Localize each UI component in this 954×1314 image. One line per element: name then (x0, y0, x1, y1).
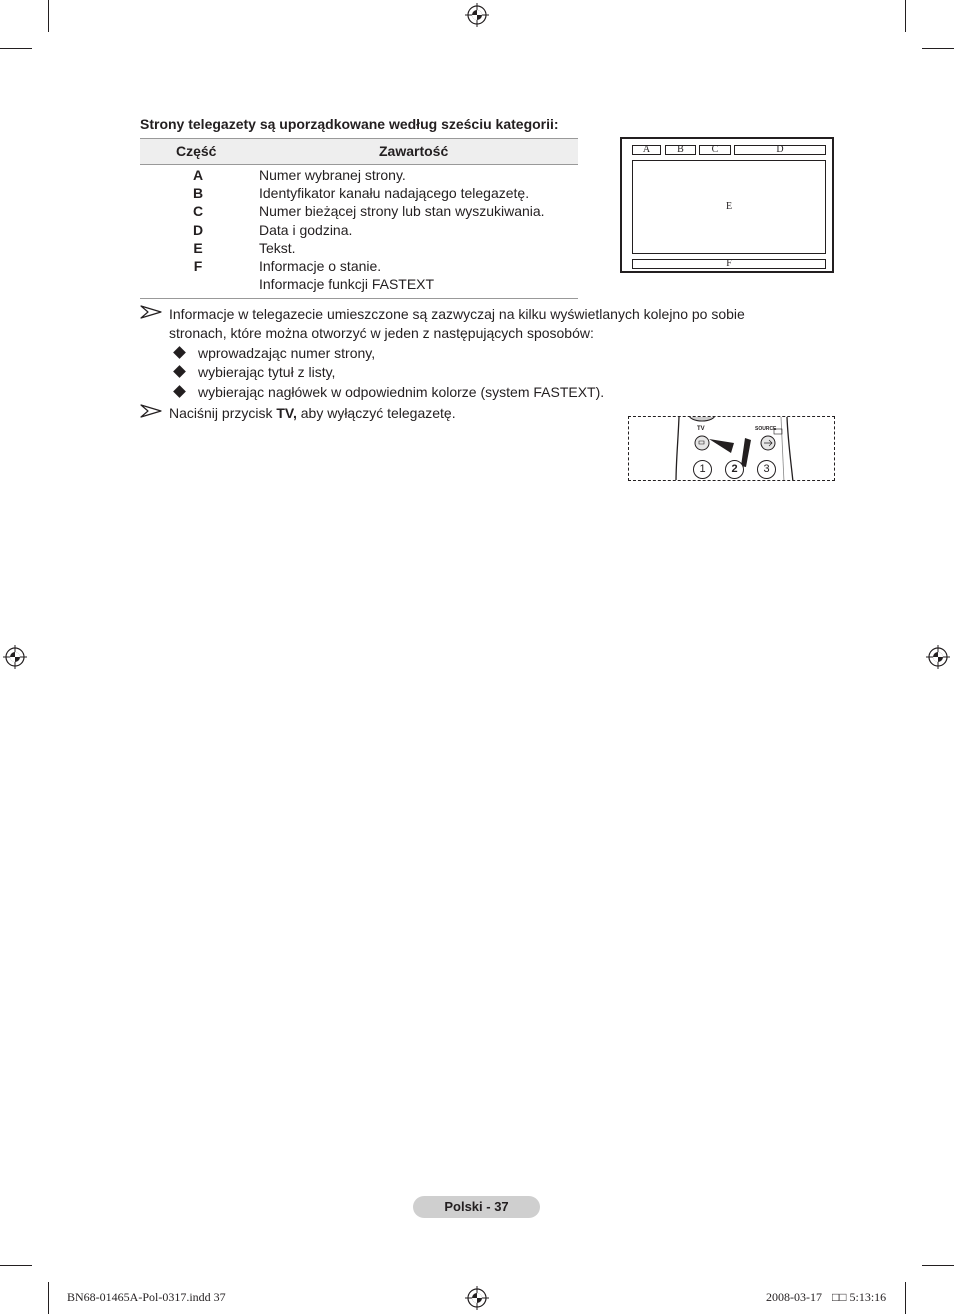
note-arrow-icon (140, 404, 162, 418)
crop-mark (922, 48, 954, 49)
crop-mark (922, 1265, 954, 1266)
footer-date: 2008-03-17 (766, 1290, 822, 1304)
table-body (140, 165, 578, 299)
footer-file: BN68-01465A-Pol-0317.indd 37 (67, 1290, 226, 1304)
registration-mark-icon (3, 645, 27, 669)
crop-mark (48, 0, 49, 32)
categories-table (140, 138, 578, 299)
row-part: B (192, 185, 204, 202)
row-content: Identyfikator kanału nadającego telegazetę. (259, 185, 530, 202)
note-text: Informacje w telegazecie umieszczone są zazwyczaj na kilku wyświetlanych kolejno po sobie stronach, które można otworzyć w jeden z następujących sposobów: (169, 306, 745, 341)
row-part: E (193, 239, 203, 256)
teletext-area-e: E (632, 160, 826, 254)
table-header (140, 138, 578, 165)
crop-mark (0, 48, 32, 49)
registration-mark-icon (926, 645, 950, 669)
table-row (140, 222, 578, 240)
section-title: Strony telegazety są uporządkowane według sześciu kategorii: (140, 116, 559, 132)
footer-time: □□ 5:13:16 (832, 1290, 887, 1304)
row-content: Tekst. (259, 239, 296, 256)
note-info (140, 305, 800, 345)
note-text-suffix: aby wyłączyć telegazetę. (296, 405, 456, 421)
table-row (140, 203, 578, 221)
row-content: Data i godzina. (259, 221, 353, 238)
table-row (140, 185, 578, 203)
teletext-area-c: C (699, 145, 731, 155)
diamond-bullet-icon (173, 346, 186, 359)
note-text-prefix: Naciśnij przycisk (169, 405, 277, 421)
bullet-text: wybierając tytuł z listy, (198, 364, 336, 380)
remote-button-3: 3 (757, 460, 776, 479)
table-row (140, 167, 578, 185)
crop-mark (905, 0, 906, 32)
remote-tv-label: TV (697, 426, 705, 432)
remote-button-2: 2 (725, 460, 744, 479)
teletext-diagram (620, 137, 834, 273)
teletext-area-f: F (632, 259, 826, 269)
row-content: Numer wybranej strony. (259, 167, 406, 183)
table-row (140, 240, 578, 258)
crop-mark (905, 1282, 906, 1314)
registration-mark-icon (465, 1286, 489, 1310)
row-content: Informacje funkcji FASTEXT (259, 276, 435, 293)
row-part: F (193, 257, 203, 274)
bullet-text: wybierając nagłówek w odpowiednim kolorze (system FASTEXT). (198, 384, 605, 400)
remote-illustration (628, 416, 835, 481)
crop-mark (48, 1282, 49, 1314)
teletext-area-a: A (632, 145, 661, 155)
diamond-bullet-icon (173, 385, 186, 398)
remote-source-label: SOURCE (755, 426, 777, 432)
header-part: Część (176, 143, 217, 159)
registration-mark-icon (465, 3, 489, 27)
row-part: D (192, 221, 204, 238)
bullet-text: wprowadzając numer strony, (198, 345, 376, 361)
teletext-area-b: B (665, 145, 696, 155)
table-row (140, 258, 578, 276)
header-content: Zawartość (379, 143, 449, 159)
row-part: A (192, 167, 204, 183)
diamond-bullet-icon (173, 365, 186, 378)
note-arrow-icon (140, 305, 162, 319)
row-part: C (192, 203, 204, 220)
page-number-badge: Polski - 37 (413, 1196, 540, 1218)
remote-button-1: 1 (693, 460, 712, 479)
crop-mark (0, 1265, 32, 1266)
note-text-bold: TV, (276, 405, 297, 421)
row-content: Informacje o stanie. (259, 257, 382, 274)
row-content: Numer bieżącej strony lub stan wyszukiwania. (259, 203, 545, 220)
teletext-area-d: D (734, 145, 826, 155)
note-tv (140, 404, 620, 424)
table-row (140, 276, 578, 294)
